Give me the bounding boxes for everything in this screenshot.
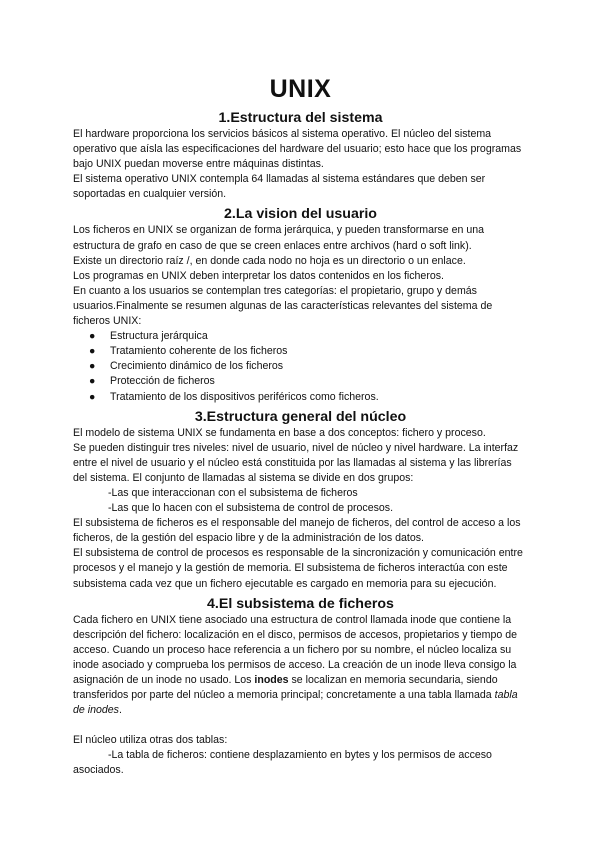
section-heading-1: 1.Estructura del sistema xyxy=(218,110,383,126)
document-content xyxy=(73,72,528,779)
bullet-icon: ● xyxy=(89,390,96,403)
section-3-paragraph-2: Se pueden distinguir tres niveles: nivel de usuario, nivel de núcleo y nivel hardware. La interfaz entre el nivel de usuario y el núcleo está constituida por las llamadas al sistema y las librerías del sistema. El conjunto de llamadas al sistema se divide en dos grupos: xyxy=(73,441,519,484)
blank-line xyxy=(73,718,528,733)
section-4-paragraph-2: El núcleo utiliza otras dos tablas: xyxy=(73,734,228,747)
section-4-paragraph-1: Cada fichero en UNIX tiene asociado una estructura de control llamada inode que contiene la descripción del fichero: localización en el disco, permisos de accesos, propietarios y tiempo de acceso. Cuando un proceso hace referencia a un fichero por su nombre, el núcleo localiza su inode asociado y comprueba los permisos de acceso. La creación de un inode lleva consigo la asignación de un inode no usado. Los inodes se localizan en memoria secundaria, siendo transferidos por parte del núcleo a memoria principal; concretamente a una tabla llamada tabla de inodes. xyxy=(73,613,518,717)
list-item: ● Estructura jerárquica xyxy=(73,329,528,344)
inodes-term: inodes xyxy=(254,674,289,686)
section-3-paragraph-3: El subsistema de ficheros es el responsable del manejo de ficheros, del control de acceso a los ficheros, de la gestión del espacio libre y de la administración de los datos. xyxy=(73,517,521,545)
list-item: ● Crecimiento dinámico de los ficheros xyxy=(73,359,528,374)
section-heading-4: 4.El subsistema de ficheros xyxy=(207,595,394,612)
list-item: ● Tratamiento de los dispositivos periféricos como ficheros. xyxy=(73,390,528,405)
section-2-paragraph-4: En cuanto a los usuarios se contemplan tres categorías: el propietario, grupo y demás usuarios.Finalmente se resumen algunas de las características relevantes del sistema de ficheros UNIX: xyxy=(73,284,493,328)
syscall-group-1: -Las que interaccionan con el subsistema de ficheros xyxy=(108,486,358,499)
bullet-icon: ● xyxy=(89,360,96,373)
bullet-icon: ● xyxy=(89,345,96,358)
file-table-description: -La tabla de ficheros: contiene desplazamiento en bytes y los permisos de acceso asociados. xyxy=(73,749,492,777)
section-1-paragraph-1: El hardware proporciona los servicios básicos al sistema operativo. El núcleo del sistema operativo que aísla las especificaciones del hardware del usuario; esto hace que los programas bajo UNIX puedan moverse entre máquinas distintas. xyxy=(73,128,522,171)
section-3-paragraph-1: El modelo de sistema UNIX se fundamenta en base a dos conceptos: fichero y proceso. xyxy=(73,426,486,439)
syscall-group-2: -Las que lo hacen con el subsistema de control de procesos. xyxy=(108,502,394,515)
document-title: UNIX xyxy=(269,75,332,103)
section-heading-3: 3.Estructura general del núcleo xyxy=(194,408,407,425)
section-3-paragraph-4: El subsistema de control de procesos es responsable de la sincronización y comunicación entre procesos y el manejo y la gestión de memoria. El subsistema de ficheros interactúa con este subsistema cada vez que un fichero ejecutable es cargado en memoria para su ejecución. xyxy=(73,547,523,590)
section-2-paragraph-3: Los programas en UNIX deben interpretar los datos contenidos en los ficheros. xyxy=(73,269,444,282)
bullet-icon: ● xyxy=(89,375,96,388)
list-item: ● Protección de ficheros xyxy=(73,374,528,389)
section-heading-2: 2.La vision del usuario xyxy=(224,206,377,223)
features-list xyxy=(73,329,528,404)
list-item: ● Tratamiento coherente de los ficheros xyxy=(73,344,528,359)
bullet-icon: ● xyxy=(89,330,96,343)
section-2-paragraph-2: Existe un directorio raíz /, en donde cada nodo no hoja es un directorio o un enlace. xyxy=(73,254,466,267)
inode-table-term: tabla de inodes xyxy=(73,689,518,717)
section-1-paragraph-2: El sistema operativo UNIX contempla 64 llamadas al sistema estándares que deben ser soportadas en cualquier versión. xyxy=(73,173,486,201)
section-2-paragraph-1: Los ficheros en UNIX se organizan de forma jerárquica, y pueden transformarse en una estructura de grafo en caso de que se creen enlaces entre archivos (hard o soft link). xyxy=(73,224,485,252)
